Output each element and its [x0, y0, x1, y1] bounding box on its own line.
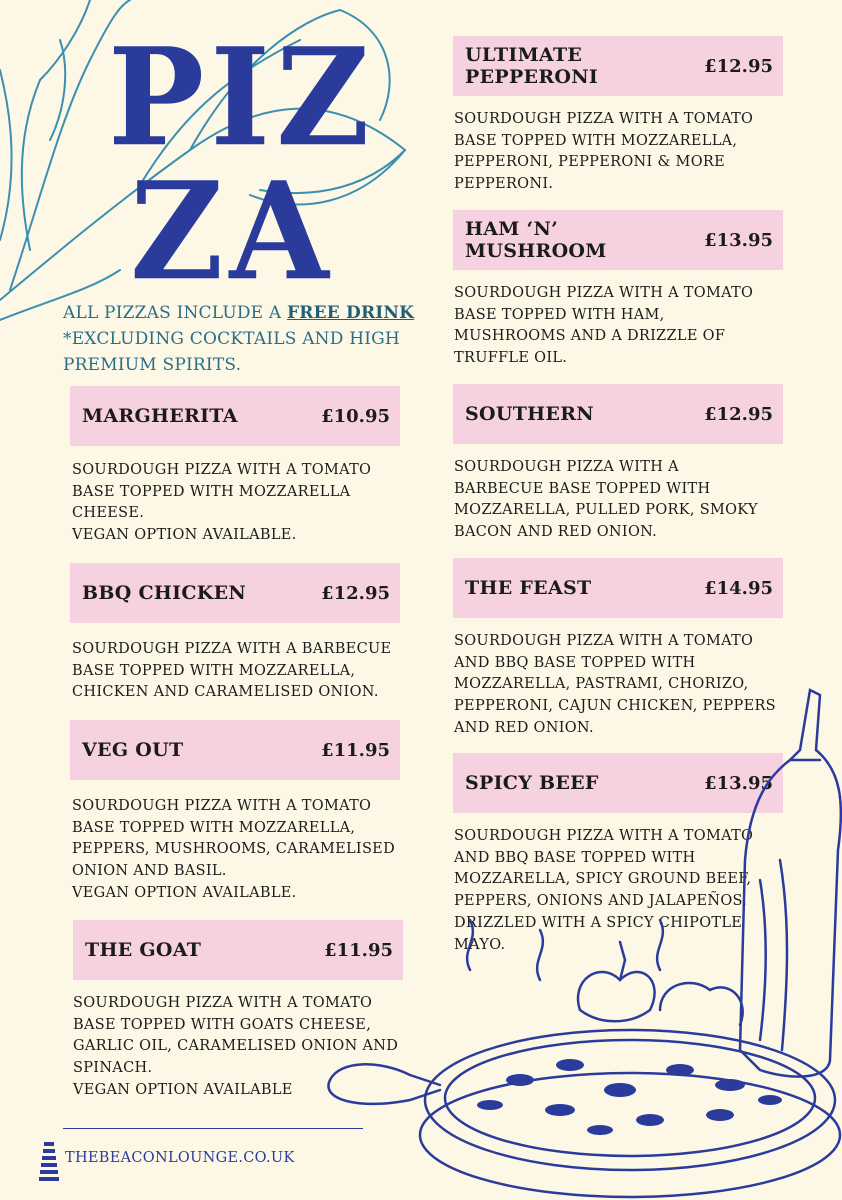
desc-line: SOURDOUGH PIZZA WITH A: [454, 459, 679, 475]
item-price: £13.95: [704, 772, 773, 794]
menu-item-ham-n-mushroom: [453, 210, 783, 270]
desc-line: PEPPERS, MUSHROOMS, CARAMELISED: [72, 841, 395, 858]
item-price: £11.95: [324, 939, 393, 961]
menu-item-ultimate-pepperoni: [453, 36, 783, 96]
item-name: SPICY BEEF: [465, 772, 599, 794]
desc-line: MUSHROOMS AND A DRIZZLE OF: [454, 328, 726, 345]
notice-prefix: ALL PIZZAS INCLUDE A: [63, 303, 287, 323]
desc-line: SPINACH.: [73, 1060, 153, 1077]
desc-line: CHEESE.: [72, 505, 145, 522]
free-drink-highlight: FREE DRINK: [286, 303, 415, 323]
desc-line: TRUFFLE OIL.: [454, 350, 568, 367]
desc-line: SOURDOUGH PIZZA WITH A BARBECUE: [72, 641, 392, 657]
desc-line: SOURDOUGH PIZZA WITH A TOMATO: [454, 111, 754, 127]
notice-exclusions: *EXCLUDING COCKTAILS AND HIGH PREMIUM SPIRITS.: [63, 329, 400, 375]
item-name: SOUTHERN: [465, 403, 594, 425]
desc-line: BASE TOPPED WITH MOZZARELLA,: [72, 662, 356, 679]
desc-line: BASE TOPPED WITH MOZZARELLA,: [72, 819, 356, 836]
desc-line: SOURDOUGH PIZZA WITH A TOMATO: [73, 995, 373, 1011]
item-name: HAM ‘N’ MUSHROOM: [465, 218, 607, 262]
desc-line: CHICKEN AND CARAMELISED ONION.: [72, 684, 379, 701]
desc-line: BASE TOPPED WITH MOZZARELLA: [72, 483, 351, 500]
desc-line: BASE TOPPED WITH HAM,: [454, 306, 665, 323]
desc-line: VEGAN OPTION AVAILABLE.: [72, 884, 297, 901]
desc-line: MOZZARELLA, PASTRAMI, CHORIZO,: [454, 676, 749, 693]
item-name: ULTIMATE PEPPERONI: [465, 44, 599, 88]
desc-line: MAYO.: [454, 936, 506, 953]
desc-line: VEGAN OPTION AVAILABLE.: [72, 527, 297, 544]
item-name: MARGHERITA: [82, 405, 238, 427]
desc-line: SOURDOUGH PIZZA WITH A TOMATO: [454, 633, 754, 649]
desc-line: PEPPERONI, CAJUN CHICKEN, PEPPERS: [454, 698, 776, 715]
pizza-board-illustration: [320, 680, 842, 1200]
item-price: £11.95: [321, 739, 390, 761]
desc-line: SOURDOUGH PIZZA WITH A TOMATO: [72, 798, 372, 814]
item-price: £14.95: [704, 577, 773, 599]
desc-line: BARBECUE BASE TOPPED WITH: [454, 480, 711, 497]
menu-item-margherita: [70, 386, 400, 446]
desc-line: SOURDOUGH PIZZA WITH A TOMATO: [454, 285, 754, 301]
item-description: [454, 109, 753, 196]
item-description: [454, 457, 758, 544]
desc-line: AND BBQ BASE TOPPED WITH: [454, 849, 696, 866]
desc-line: BASE TOPPED WITH GOATS CHEESE,: [73, 1016, 372, 1033]
desc-line: AND BBQ BASE TOPPED WITH: [454, 654, 696, 671]
item-name: THE GOAT: [85, 939, 202, 961]
desc-line: VEGAN OPTION AVAILABLE: [73, 1081, 293, 1098]
page-title-line-1: PIZ: [108, 19, 376, 177]
desc-line: MOZZARELLA, PULLED PORK, SMOKY: [454, 502, 758, 519]
item-price: £12.95: [321, 582, 390, 604]
desc-line: AND RED ONION.: [454, 719, 594, 736]
oil-bottle-illustration: [740, 690, 841, 1077]
desc-line: BASE TOPPED WITH MOZZARELLA,: [454, 132, 738, 149]
item-name: BBQ CHICKEN: [82, 582, 247, 604]
menu-item-bbq-chicken: [70, 563, 400, 623]
item-description: [454, 283, 753, 370]
desc-line: GARLIC OIL, CARAMELISED ONION AND: [73, 1038, 399, 1055]
item-price: £10.95: [321, 405, 390, 427]
desc-line: SOURDOUGH PIZZA WITH A TOMATO: [454, 828, 754, 844]
menu-item-the-feast: [453, 558, 783, 618]
menu-item-southern: [453, 384, 783, 444]
footer-divider: [63, 1128, 363, 1129]
desc-line: PEPPERONI.: [454, 176, 554, 193]
desc-line: DRIZZLED WITH A SPICY CHIPOTLE: [454, 914, 743, 931]
lighthouse-logo-icon: [38, 1140, 62, 1182]
free-drink-notice: [63, 300, 433, 378]
item-name: VEG OUT: [82, 739, 184, 761]
desc-line: SOURDOUGH PIZZA WITH A TOMATO: [72, 462, 372, 478]
desc-line: ONION AND BASIL.: [72, 863, 227, 880]
page-title-line-2: ZA: [130, 153, 335, 311]
desc-line: PEPPERONI, PEPPERONI & MORE: [454, 154, 725, 171]
desc-line: MOZZARELLA, SPICY GROUND BEEF,: [454, 871, 752, 888]
item-price: £12.95: [704, 403, 773, 425]
desc-line: BACON AND RED ONION.: [454, 524, 658, 541]
desc-line: PEPPERS, ONIONS AND JALAPEÑOS,: [454, 893, 748, 910]
item-price: £12.95: [704, 55, 773, 77]
website-link[interactable]: THEBEACONLOUNGE.CO.UK: [65, 1150, 295, 1166]
item-name: THE FEAST: [465, 577, 592, 599]
item-price: £13.95: [704, 229, 773, 251]
item-description: [72, 460, 371, 547]
